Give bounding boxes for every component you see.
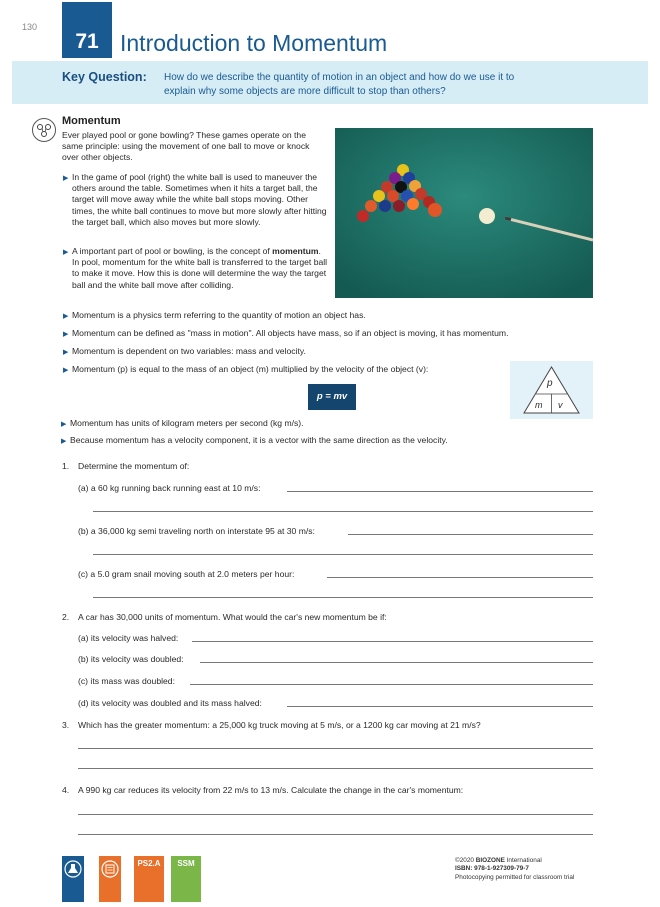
question-2-number: 2. xyxy=(62,612,70,622)
key-question-line-2: explain why some objects are more difficult to stop than others? xyxy=(164,86,446,97)
question-1-text: Determine the momentum of: xyxy=(78,461,190,471)
answer-line[interactable] xyxy=(192,641,593,642)
standard-tag-ssm: SSM xyxy=(171,856,201,902)
question-2d: (d) its velocity was doubled and its mass halved: xyxy=(78,698,262,708)
section-intro: Ever played pool or gone bowling? These games operate on the same principle: using the movement of one ball to move or knock over other objects. xyxy=(62,130,310,163)
chapter-number: 71 xyxy=(62,2,112,58)
question-1c: (c) a 5.0 gram snail moving south at 2.0 meters per hour: xyxy=(78,569,295,579)
copyright-line xyxy=(455,857,574,865)
standard-tag-ps2a: PS2.A xyxy=(134,856,164,902)
bullet-pool-white-ball xyxy=(63,172,329,228)
answer-line[interactable] xyxy=(287,706,593,707)
triangle-p: p xyxy=(547,378,553,389)
answer-line[interactable] xyxy=(327,577,593,578)
triangle-v: v xyxy=(558,400,563,410)
question-2b: (b) its velocity was doubled: xyxy=(78,654,184,664)
bullet-text: In the game of pool (right) the white ball is used to maneuver the others around the table. Sometimes when it hits a target ball, the target will move away while the white ball stops moving. Other times, the white ball continues to move but more slowly after hitting the target ball, which also moves but more slowly. xyxy=(72,172,327,227)
answer-line[interactable] xyxy=(93,554,593,555)
answer-line[interactable] xyxy=(78,768,593,769)
answer-line[interactable] xyxy=(190,684,593,685)
question-2c: (c) its mass was doubled: xyxy=(78,676,175,686)
bullet-mass-in-motion xyxy=(63,328,632,339)
lab-flask-icon xyxy=(62,856,84,902)
isbn: ISBN: 978-1-927309-79-7 xyxy=(455,865,529,873)
answer-line[interactable] xyxy=(93,511,593,512)
molecule-icon xyxy=(32,118,56,142)
bullet-text: Momentum is a physics term referring to the quantity of motion an object has. xyxy=(72,310,366,320)
bullet-variables xyxy=(63,346,632,357)
question-4-number: 4. xyxy=(62,785,70,795)
chapter-title: Introduction to Momentum xyxy=(120,30,388,56)
bullet-units xyxy=(61,418,630,429)
bullet-arrow-icon: ▶ xyxy=(61,438,67,445)
question-3-number: 3. xyxy=(62,720,70,730)
question-1-number: 1. xyxy=(62,461,70,471)
key-question-text xyxy=(164,71,634,99)
bullet-text: Momentum can be defined as "mass in motion". All objects have mass, so if an object is moving, it has momentum. xyxy=(72,328,509,338)
pool-table-photo xyxy=(335,128,593,298)
publisher-name: BIOZONE xyxy=(475,857,505,864)
answer-line[interactable] xyxy=(287,491,593,492)
question-2a: (a) its velocity was halved: xyxy=(78,633,179,643)
copyright-year: ©2020 xyxy=(455,857,474,864)
answer-line[interactable] xyxy=(78,814,593,815)
bullet-text: Momentum is dependent on two variables: mass and velocity. xyxy=(72,346,306,356)
copyright-block xyxy=(455,857,574,882)
key-question-label: Key Question: xyxy=(62,70,147,84)
bullet-text: Momentum (p) is equal to the mass of an object (m) multiplied by the velocity of the object (v): xyxy=(72,364,429,374)
bullet-momentum-concept xyxy=(63,246,329,291)
question-2-text: A car has 30,000 units of momentum. What would the car's new momentum be if: xyxy=(78,612,387,622)
bullet-vector xyxy=(61,435,630,446)
question-1b: (b) a 36,000 kg semi traveling north on interstate 95 at 30 m/s: xyxy=(78,526,315,536)
answer-line[interactable] xyxy=(93,597,593,598)
bullet-text: Because momentum has a velocity component, it is a vector with the same direction as the velocity. xyxy=(70,435,448,445)
bullet-formula-intro xyxy=(63,364,504,375)
momentum-formula: p = mv xyxy=(308,384,356,410)
bullet-arrow-icon: ▶ xyxy=(63,175,69,182)
answer-line[interactable] xyxy=(78,834,593,835)
notes-icon xyxy=(99,856,121,902)
bullet-arrow-icon: ▶ xyxy=(63,249,69,256)
bullet-definition xyxy=(63,310,632,321)
question-1a: (a) a 60 kg running back running east at 10 m/s: xyxy=(78,483,261,493)
publisher-suffix: International xyxy=(504,857,542,864)
answer-line[interactable] xyxy=(78,748,593,749)
page-number: 130 xyxy=(22,22,38,32)
answer-line[interactable] xyxy=(200,662,593,663)
question-3-text: Which has the greater momentum: a 25,000 kg truck moving at 5 m/s, or a 1200 kg car moving at 21 m/s? xyxy=(78,720,481,730)
bullet-bold-term: momentum xyxy=(272,246,319,256)
photocopy-note: Photocopying permitted for classroom trial xyxy=(455,873,575,881)
question-4-text: A 990 kg car reduces its velocity from 22 m/s to 13 m/s. Calculate the change in the car's momentum: xyxy=(78,785,464,795)
bullet-arrow-icon: ▶ xyxy=(63,331,69,338)
bullet-arrow-icon: ▶ xyxy=(63,349,69,356)
bullet-arrow-icon: ▶ xyxy=(63,313,69,320)
answer-line[interactable] xyxy=(348,534,593,535)
bullet-arrow-icon: ▶ xyxy=(63,367,69,374)
bullet-text-after: . In pool, momentum for the white ball is transferred to the target ball to make it move. How this is done will determine the way the target ball and the white ball move after colliding. xyxy=(72,246,328,290)
key-question-line-1: How do we describe the quantity of motion in an object and how do we use it to xyxy=(164,72,515,83)
bullet-arrow-icon: ▶ xyxy=(61,421,67,428)
bullet-text: Momentum has units of kilogram meters per second (kg m/s). xyxy=(70,418,304,428)
formula-triangle xyxy=(510,361,593,419)
triangle-m: m xyxy=(535,400,543,410)
section-heading: Momentum xyxy=(62,115,121,127)
bullet-text-before: A important part of pool or bowling, is the concept of xyxy=(72,246,273,256)
